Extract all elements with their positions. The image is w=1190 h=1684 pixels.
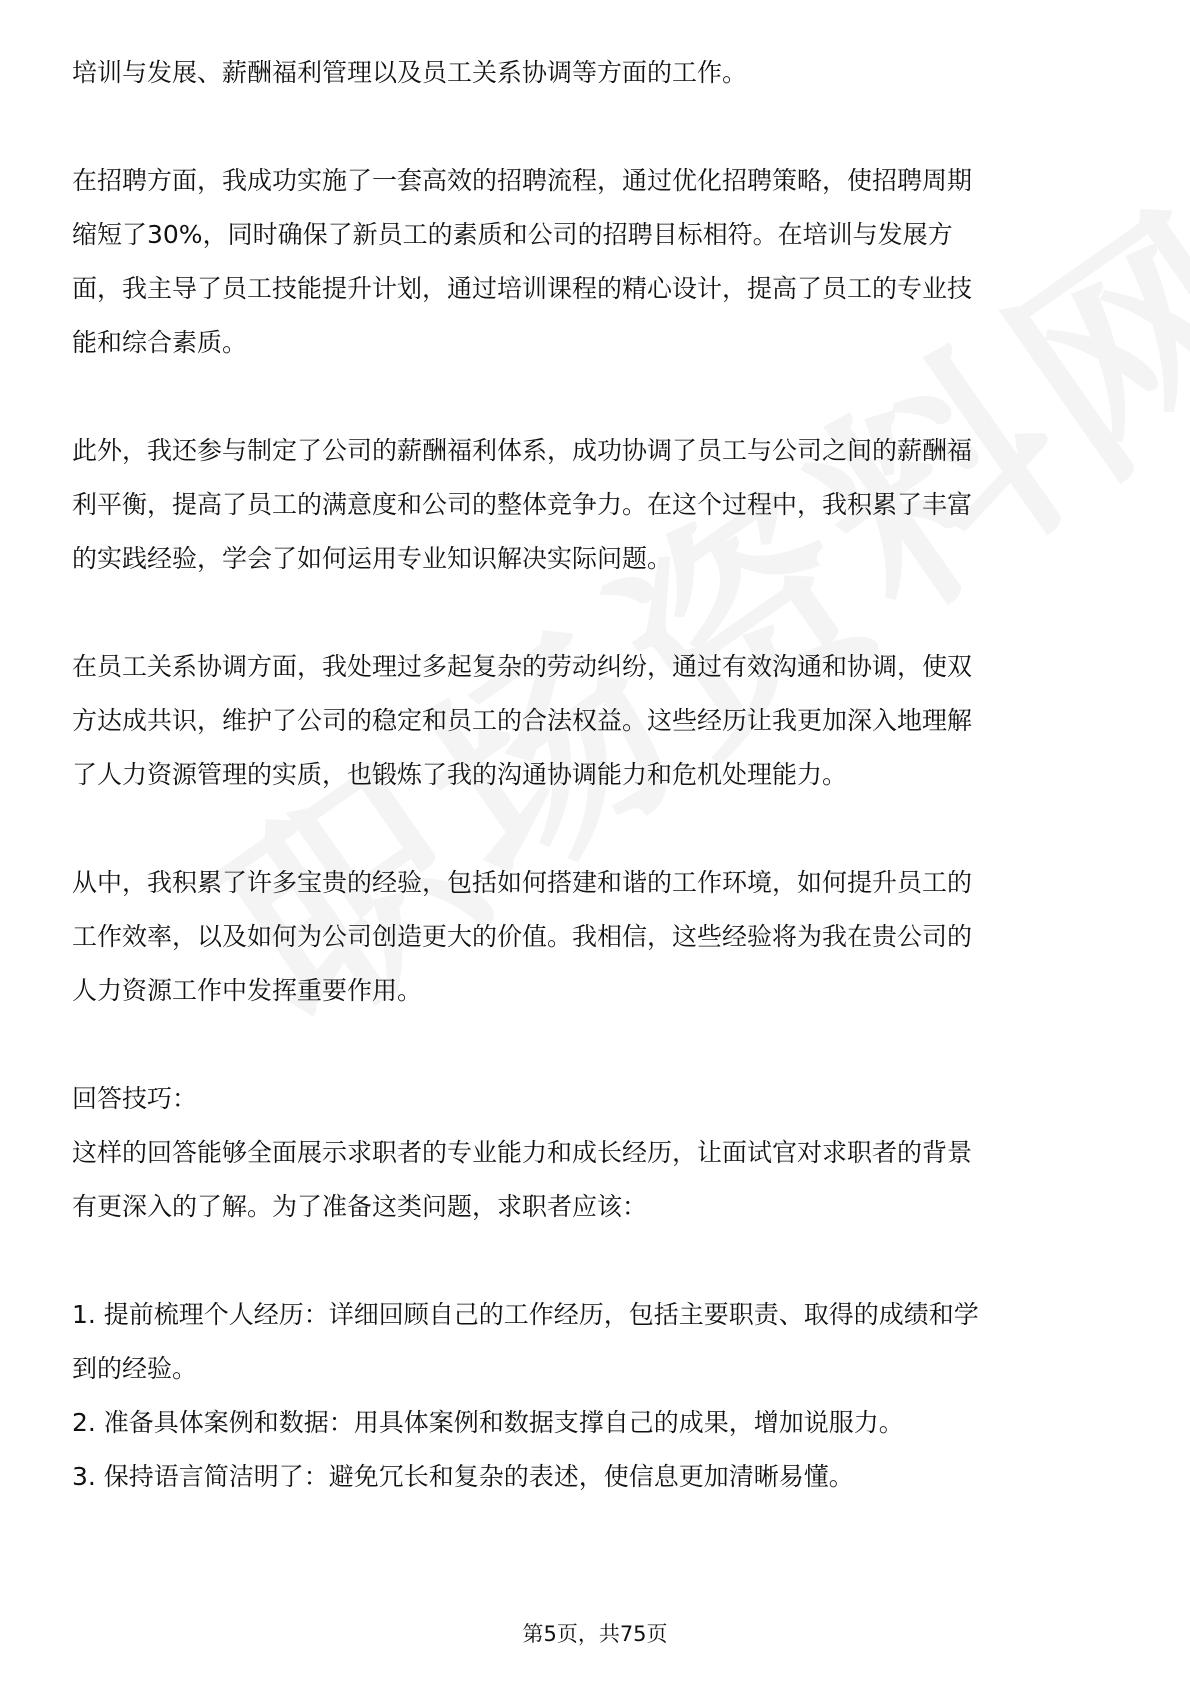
list-item: 1. 提前梳理个人经历：详细回顾自己的工作经历，包括主要职责、取得的成绩和学	[72, 1300, 979, 1329]
text-line: 人力资源工作中发挥重要作用。	[72, 976, 423, 1005]
list-item-continuation: 到的经验。	[72, 1354, 198, 1383]
section-heading: 回答技巧：	[72, 1084, 198, 1113]
page-number: 第5页，共75页	[522, 1622, 668, 1646]
paragraph-experience-summary	[72, 856, 1122, 1018]
text-line: 有更深入的了解。为了准备这类问题，求职者应该：	[72, 1192, 648, 1221]
text-line: 了人力资源管理的实质，也锻炼了我的沟通协调能力和危机处理能力。	[72, 760, 848, 789]
text-line: 方达成共识，维护了公司的稳定和员工的合法权益。这些经历让我更加深入地理解	[72, 706, 973, 735]
text-line: 能和综合素质。	[72, 328, 248, 357]
list-item: 2. 准备具体案例和数据：用具体案例和数据支撑自己的成果，增加说服力。	[72, 1408, 904, 1437]
paragraph-compensation	[72, 424, 1122, 586]
text-line: 工作效率，以及如何为公司创造更大的价值。我相信，这些经验将为我在贵公司的	[72, 922, 973, 951]
paragraph-recruitment	[72, 154, 1122, 370]
text-line: 利平衡，提高了员工的满意度和公司的整体竞争力。在这个过程中，我积累了丰富	[72, 490, 973, 519]
paragraph-answer-tips	[72, 1072, 1122, 1234]
text-line: 面，我主导了员工技能提升计划，通过培训课程的精心设计，提高了员工的专业技	[72, 274, 973, 303]
text-line: 培训与发展、薪酬福利管理以及员工关系协调等方面的工作。	[72, 58, 748, 87]
text-line: 从中，我积累了许多宝贵的经验，包括如何搭建和谐的工作环境，如何提升员工的	[72, 868, 973, 897]
numbered-list	[72, 1288, 1122, 1504]
text-line: 在招聘方面，我成功实施了一套高效的招聘流程，通过优化招聘策略，使招聘周期	[72, 166, 973, 195]
document-body	[72, 46, 1122, 1504]
paragraph-employee-relations	[72, 640, 1122, 802]
text-line: 的实践经验，学会了如何运用专业知识解决实际问题。	[72, 544, 673, 573]
text-line: 缩短了30%，同时确保了新员工的素质和公司的招聘目标相符。在培训与发展方	[72, 220, 953, 249]
list-item: 3. 保持语言简洁明了：避免冗长和复杂的表述，使信息更加清晰易懂。	[72, 1462, 854, 1491]
paragraph-intro-tail	[72, 46, 1122, 100]
text-line: 在员工关系协调方面，我处理过多起复杂的劳动纠纷，通过有效沟通和协调，使双	[72, 652, 973, 681]
text-line: 这样的回答能够全面展示求职者的专业能力和成长经历，让面试官对求职者的背景	[72, 1138, 973, 1167]
text-line: 此外，我还参与制定了公司的薪酬福利体系，成功协调了员工与公司之间的薪酬福	[72, 436, 973, 465]
